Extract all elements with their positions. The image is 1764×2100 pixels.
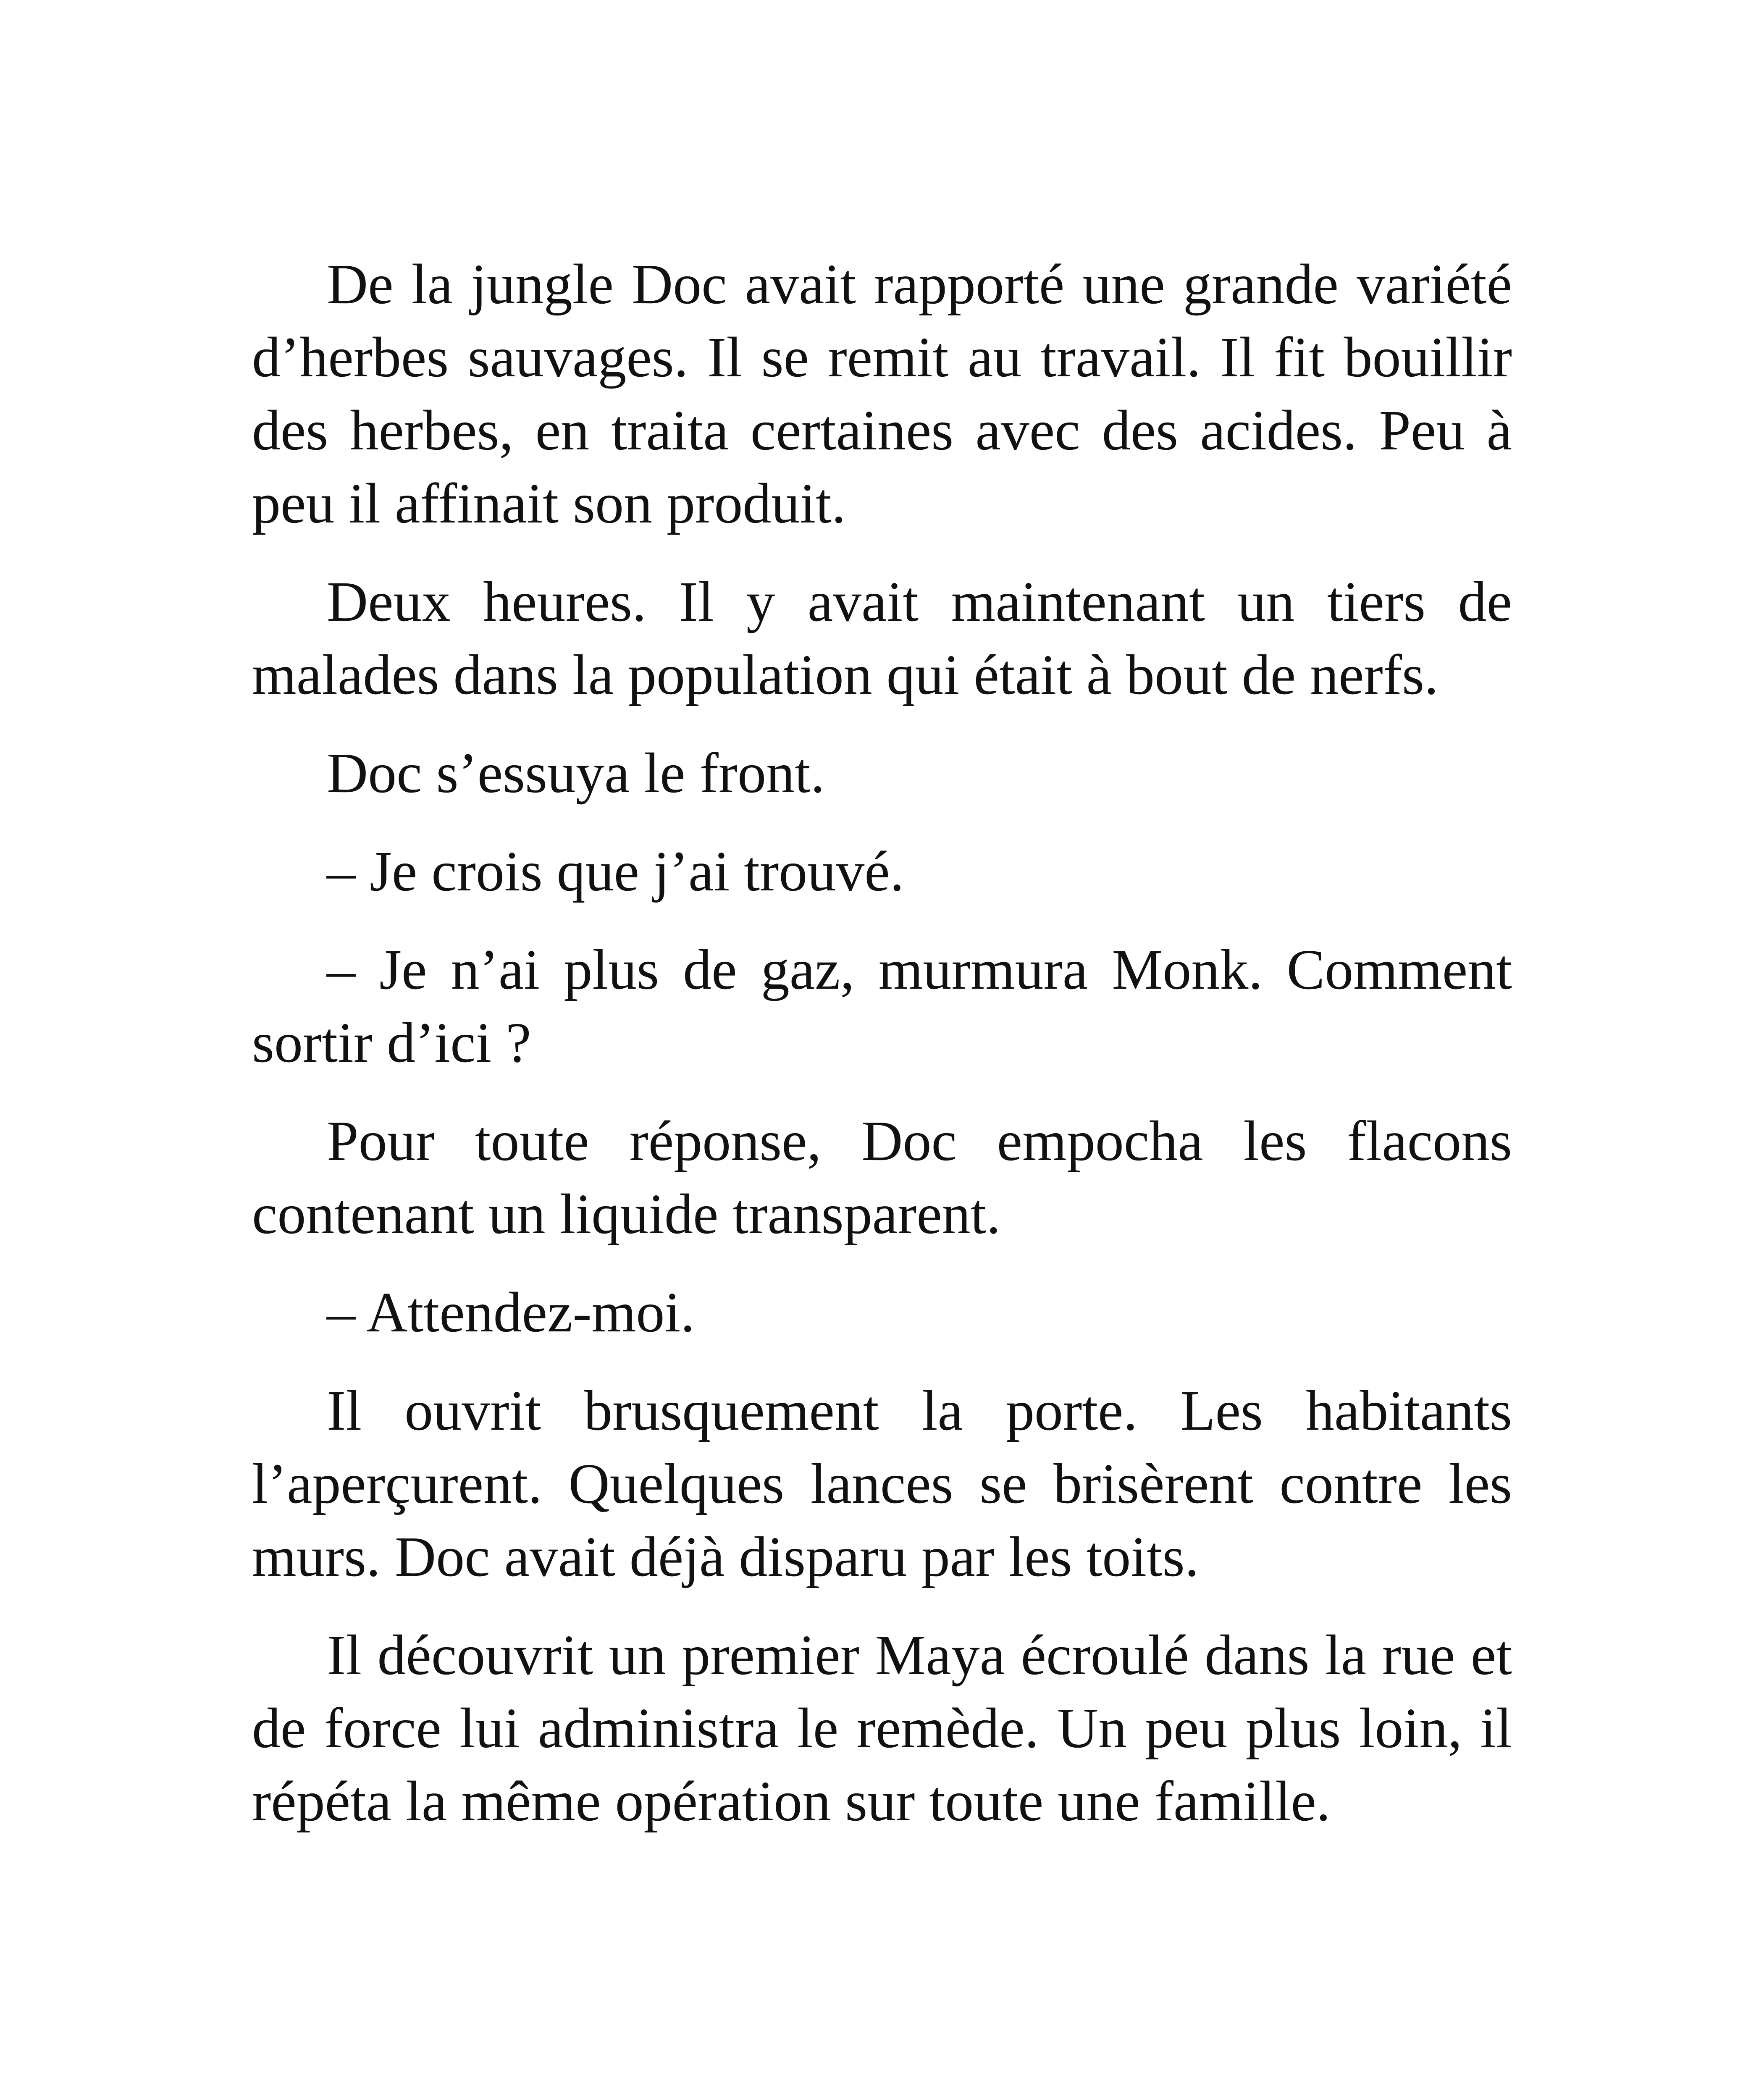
paragraph: – Je crois que j’ai trouvé. xyxy=(327,840,904,903)
paragraph: De la jungle Doc avait rapporté une grande variété d’herbes sauvages. Il se remit au travail. Il fit bouillir des herbes, en traita certaines avec des acides. Peu à peu il affinait son produit. xyxy=(252,253,1512,535)
paragraph: Doc s’essuya le front. xyxy=(327,742,825,805)
paragraph: Deux heures. Il y avait maintenant un tiers de malades dans la population qui était à bout de nerfs. xyxy=(252,570,1512,706)
paragraph: Pour toute réponse, Doc empocha les flacons contenant un liquide transparent. xyxy=(252,1110,1512,1246)
paragraph: – Je n’ai plus de gaz, murmura Monk. Comment sortir d’ici ? xyxy=(252,938,1512,1074)
paragraph: – Attendez-moi. xyxy=(327,1281,695,1344)
paragraph: Il découvrit un premier Maya écroulé dans la rue et de force lui administra le remède. Un peu plus loin, il répéta la même opération sur toute une famille. xyxy=(252,1624,1512,1833)
paragraph: Il ouvrit brusquement la porte. Les habitants l’aperçurent. Quelques lances se brisèrent contre les murs. Doc avait déjà disparu par les toits. xyxy=(252,1379,1512,1588)
body-text xyxy=(252,248,1512,1863)
